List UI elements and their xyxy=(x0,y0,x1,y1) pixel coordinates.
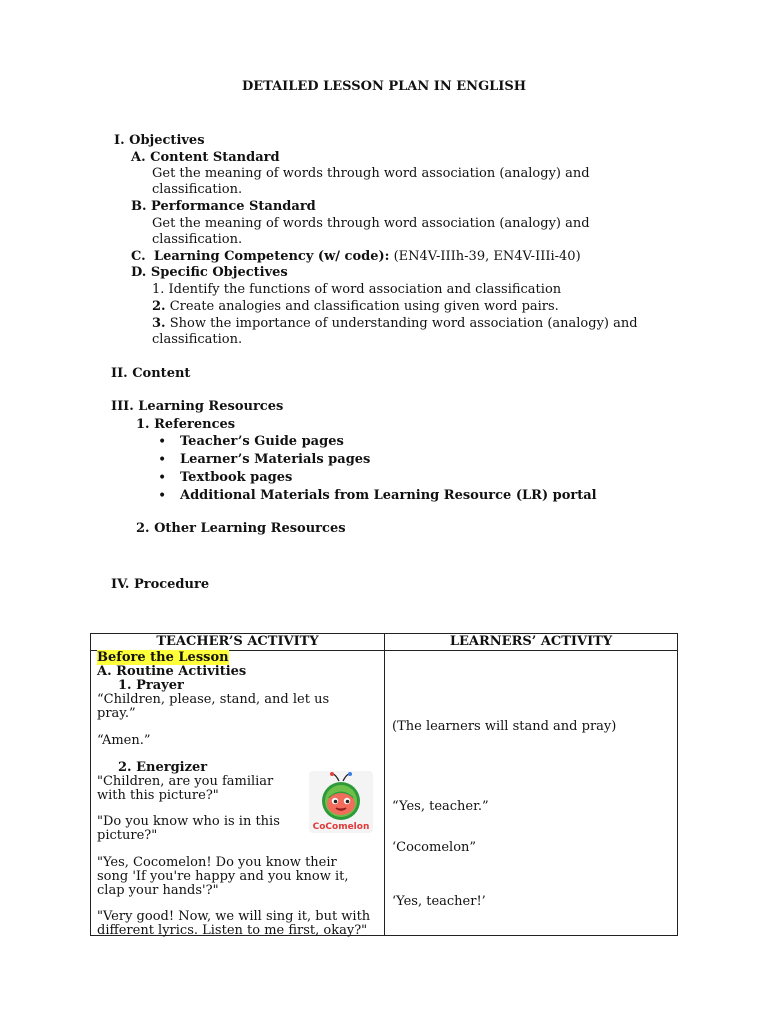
teacher-question-3-cont: song 'If you're happy and you know it, xyxy=(97,869,349,884)
procedure-heading: IV. Procedure xyxy=(111,577,210,592)
prayer-text-cont: pray.” xyxy=(97,706,136,721)
amen-text: “Amen.” xyxy=(97,733,151,748)
specific-objective-1: 1. Identify the functions of word association and classification xyxy=(152,282,562,297)
specific-objective-3-text: Show the importance of understanding word association (analogy) and xyxy=(169,316,638,331)
reference-item: Teacher’s Guide pages xyxy=(180,434,344,449)
reference-item: Textbook pages xyxy=(180,470,293,485)
teacher-question-4-cont: different lyrics. Listen to me first, okay?" xyxy=(97,923,368,938)
learner-response-yes: “Yes, teacher.” xyxy=(392,799,489,814)
reference-item: Additional Materials from Learning Resource (LR) portal xyxy=(180,488,597,503)
learning-resources-heading: III. Learning Resources xyxy=(111,399,284,414)
teacher-question-2-cont: picture?" xyxy=(97,828,158,843)
learning-competency-label: Learning Competency (w/ code): xyxy=(153,249,390,264)
learning-competency-code: (EN4V-IIIh-39, EN4V-IIIi-40) xyxy=(393,249,581,264)
reference-item: Learner’s Materials pages xyxy=(180,452,371,467)
column-divider xyxy=(384,634,385,935)
performance-standard-text: Get the meaning of words through word association (analogy) and xyxy=(152,216,590,231)
prayer-label: 1. Prayer xyxy=(118,678,184,693)
learner-response-prayer: (The learners will stand and pray) xyxy=(392,719,617,734)
teacher-question-2: "Do you know who is in this xyxy=(97,814,280,829)
content-heading: II. Content xyxy=(111,366,191,381)
content-standard-text-cont: classification. xyxy=(152,182,243,197)
before-lesson-label: Before the Lesson xyxy=(97,650,229,665)
performance-standard-text-cont: classification. xyxy=(152,232,243,247)
cocomelon-logo-image xyxy=(309,771,373,833)
teacher-question-4: "Very good! Now, we will sing it, but with xyxy=(97,909,371,924)
document-title: DETAILED LESSON PLAN IN ENGLISH xyxy=(241,79,527,94)
other-resources-label: 2. Other Learning Resources xyxy=(136,521,346,536)
content-standard-text: Get the meaning of words through word association (analogy) and xyxy=(152,166,590,181)
specific-objective-3 xyxy=(152,316,638,332)
learner-response-cocomelon: ‘Cocomelon” xyxy=(392,840,477,855)
learning-competency xyxy=(131,249,581,265)
teacher-question-1-cont: with this picture?" xyxy=(97,788,219,803)
bullet-icon: • xyxy=(158,488,167,504)
bullet-icon: • xyxy=(158,452,167,468)
bullet-icon: • xyxy=(158,434,167,450)
activity-table xyxy=(90,633,678,936)
specific-objective-2 xyxy=(152,299,559,315)
cocomelon-logo-text: CoComelon xyxy=(312,822,370,832)
performance-standard-label: B. Performance Standard xyxy=(131,199,316,214)
bullet-icon: • xyxy=(158,470,167,486)
specific-objective-3-number: 3. xyxy=(152,316,166,331)
teacher-question-3-cont2: clap your hands'?" xyxy=(97,883,219,898)
learner-response-yes-2: ‘Yes, teacher!’ xyxy=(392,894,486,909)
specific-objective-2-text: Create analogies and classification using given word pairs. xyxy=(169,299,559,314)
specific-objective-2-number: 2. xyxy=(152,299,166,314)
teacher-question-3: "Yes, Cocomelon! Do you know their xyxy=(97,855,337,870)
objectives-heading: I. Objectives xyxy=(114,133,205,148)
energizer-label: 2. Energizer xyxy=(118,760,208,775)
routine-activities-label: A. Routine Activities xyxy=(97,664,247,679)
teacher-activity-header: TEACHER’S ACTIVITY xyxy=(156,634,319,649)
learning-competency-letter: C. xyxy=(131,249,146,264)
references-label: 1. References xyxy=(136,417,236,432)
teacher-question-1: "Children, are you familiar xyxy=(97,774,274,789)
specific-objectives-label: D. Specific Objectives xyxy=(131,265,288,280)
specific-objective-3-cont: classification. xyxy=(152,332,243,347)
learners-activity-header: LEARNERS’ ACTIVITY xyxy=(449,634,613,649)
prayer-text: “Children, please, stand, and let us xyxy=(97,692,330,707)
content-standard-label: A. Content Standard xyxy=(131,150,280,165)
